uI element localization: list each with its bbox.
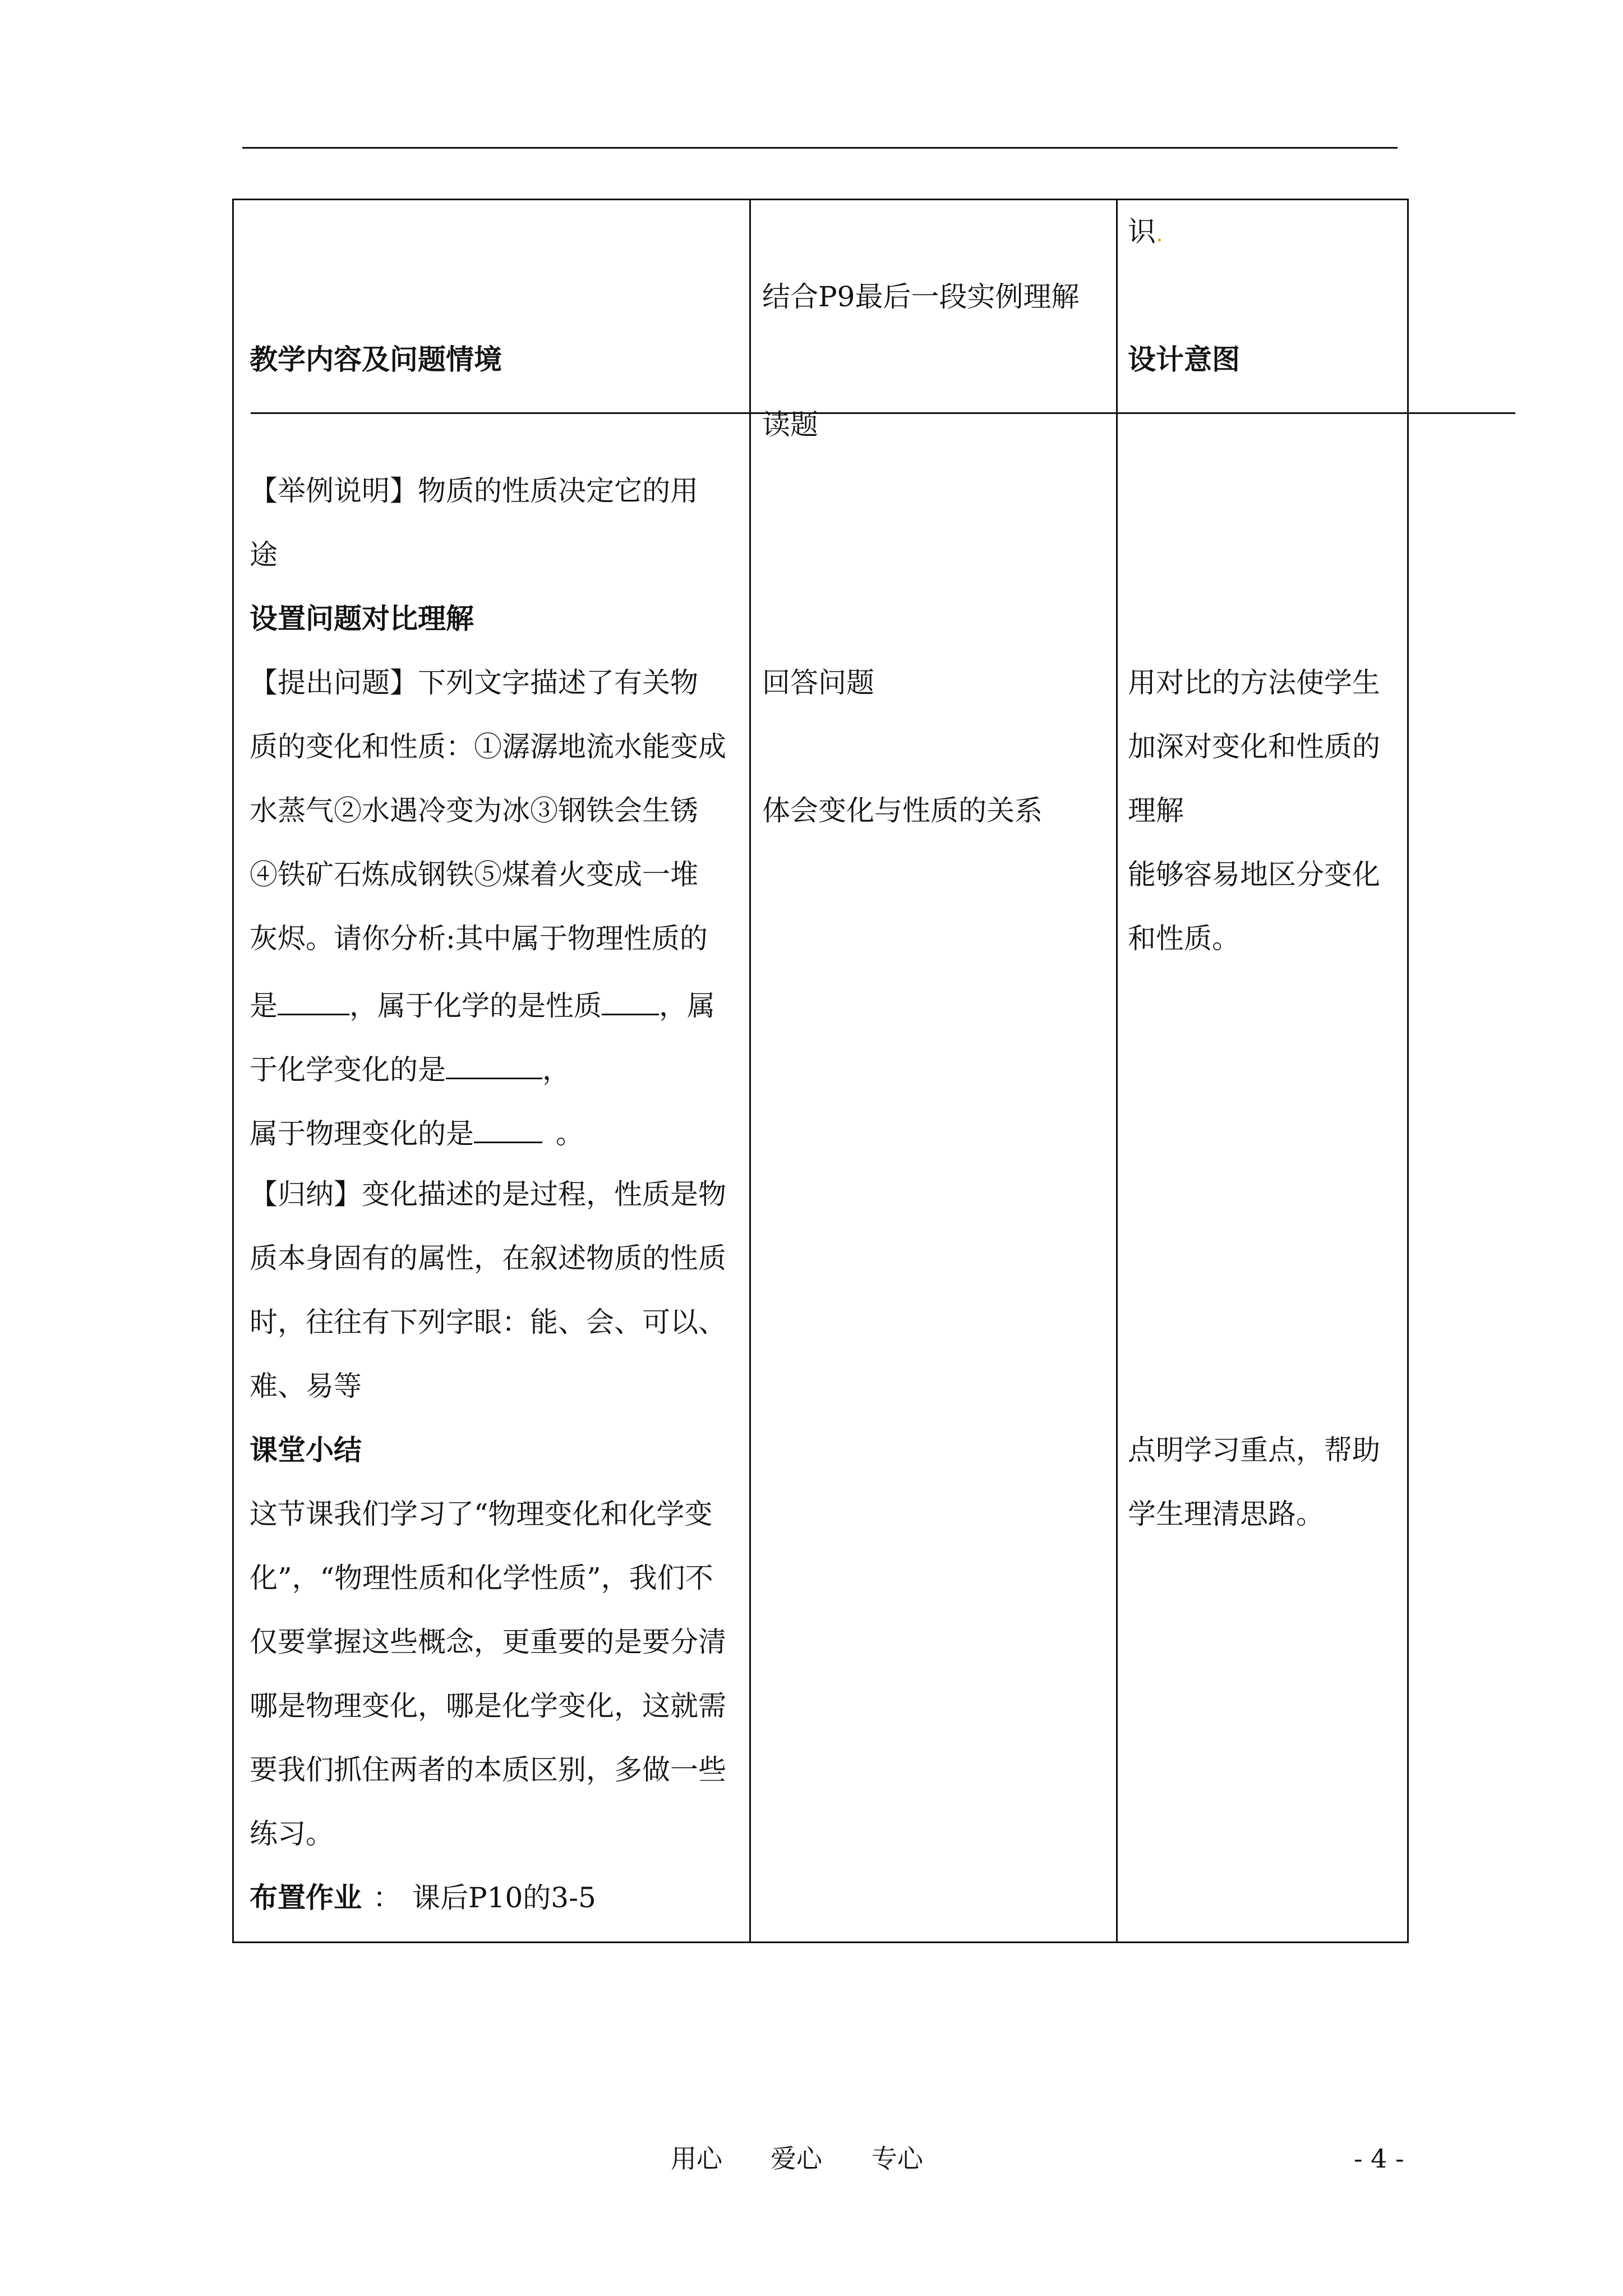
class-summary-heading: 课堂小结 [250, 1433, 362, 1466]
class-summary-line-6: 练习。 [250, 1818, 334, 1850]
question-line-3: 水蒸气②水遇冷变为冰③钢铁会生锈 [250, 794, 698, 827]
class-summary-line-4: 哪是物理变化，哪是化学变化，这就需 [250, 1690, 726, 1722]
intent-summary-line-1: 点明学习重点，帮助 [1128, 1434, 1380, 1466]
answer-blank-1[interactable] [278, 986, 349, 1015]
summary-line-2: 质本身固有的属性，在叙述物质的性质 [250, 1242, 726, 1274]
summary-line-1: 【归纳】变化描述的是过程，性质是物 [250, 1178, 726, 1211]
intent-compare-line-5: 和性质。 [1128, 922, 1240, 955]
question-line-5: 灰烬。请你分析:其中属于物理性质的 [250, 922, 708, 955]
intent-compare-line-1: 用对比的方法使学生 [1128, 666, 1380, 699]
question-line-7: 于化学变化的是 ， [250, 1050, 570, 1087]
header-col3-carryover: 识. [1128, 215, 1163, 248]
homework-line: 布置作业 ： 课后P10的3-5 [250, 1881, 596, 1914]
intent-summary-line-2: 学生理清思路。 [1128, 1498, 1324, 1530]
footer-motto-1: 用心 [671, 2143, 722, 2174]
column-divider-2 [1116, 200, 1118, 1941]
summary-line-4: 难、易等 [250, 1370, 362, 1402]
answer-blank-4[interactable] [474, 1114, 542, 1143]
class-summary-line-2: 化”，“物理性质和化学性质”，我们不 [250, 1562, 713, 1594]
question-line-8: 属于物理变化的是 。 [250, 1114, 584, 1151]
lesson-table [232, 199, 1409, 1943]
activity-answer: 回答问题 [762, 666, 874, 699]
column-divider-1 [749, 200, 751, 1941]
header-rule [242, 147, 1398, 149]
activity-relation: 体会变化与性质的关系 [762, 794, 1043, 827]
answer-blank-2[interactable] [602, 986, 659, 1015]
example-line-2: 途 [250, 539, 278, 571]
question-line-6: 是 ，属于化学的是性质 ，属 [250, 986, 715, 1023]
header-student-activity: 结合P9最后一段实例理解 [762, 280, 1080, 313]
header-teaching-content: 教学内容及问题情境 [250, 343, 502, 376]
class-summary-line-5: 要我们抓住两者的本质区别，多做一些 [250, 1754, 726, 1786]
compare-heading: 设置问题对比理解 [250, 602, 474, 635]
class-summary-line-3: 仅要掌握这些概念，更重要的是要分清 [250, 1626, 726, 1658]
question-line-2: 质的变化和性质：①潺潺地流水能变成 [250, 730, 726, 763]
footer-motto-2: 爱心 [771, 2143, 822, 2174]
page-number: - 4 - [1354, 2143, 1404, 2174]
question-line-4: ④铁矿石炼成钢铁⑤煤着火变成一堆 [250, 858, 698, 891]
intent-compare-line-3: 理解 [1128, 794, 1184, 827]
intent-compare-line-4: 能够容易地区分变化 [1128, 858, 1380, 891]
header-row-divider [251, 412, 1515, 414]
activity-read: 读题 [762, 408, 818, 441]
footer-motto-3: 专心 [872, 2143, 923, 2174]
class-summary-line-1: 这节课我们学习了“物理变化和化学变 [250, 1498, 713, 1530]
answer-blank-3[interactable] [446, 1050, 542, 1079]
example-line-1: 【举例说明】物质的性质决定它的用 [250, 475, 698, 507]
summary-line-3: 时，往往有下列字眼：能、会、可以、 [250, 1306, 726, 1338]
intent-compare-line-2: 加深对变化和性质的 [1128, 730, 1380, 763]
question-line-1: 【提出问题】下列文字描述了有关物 [250, 666, 698, 699]
header-design-intent: 设计意图 [1128, 343, 1240, 376]
